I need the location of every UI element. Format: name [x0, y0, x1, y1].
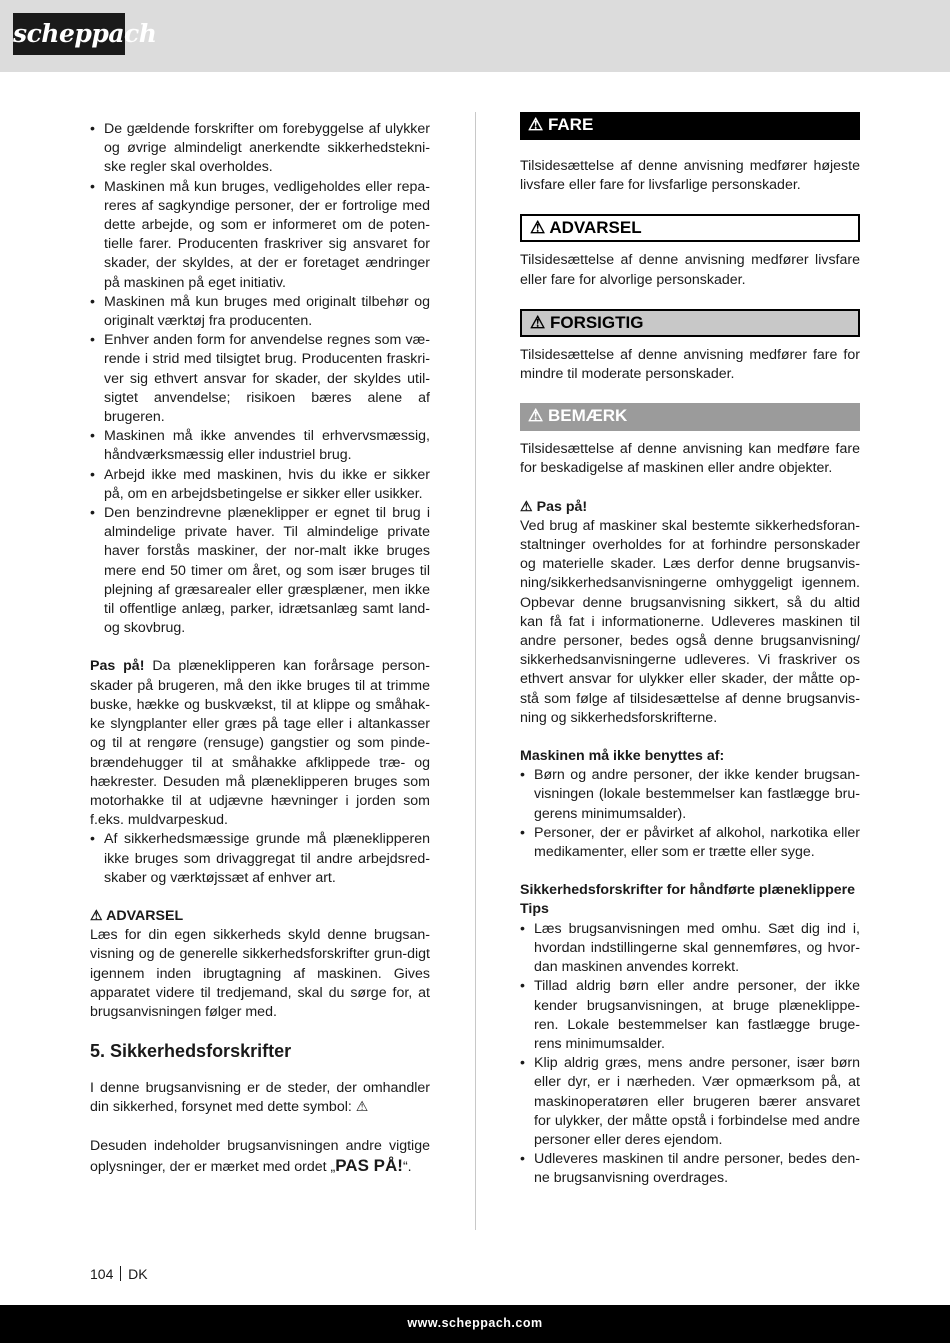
column-divider [475, 112, 476, 1230]
list-item: • Af sikkerhedsmæssige grunde må plæneklipperen ikke bruges som drivaggregat til andre arbejdsred-skaber og værktøjssæt af enhver art. [90, 830, 430, 888]
section-paragraph-2 [90, 1137, 430, 1177]
forsigtig-text: Tilsidesættelse af denne anvisning medfører fare for mindre til moderate personskader. [520, 346, 860, 383]
pas-paa-text: Da plæneklipperen kan forårsage person-skader på brugeren, må den ikke bruges til at trimme buske, hække og buskvækst, til at klippe og småhak-ke slyngplanter eller græs på tage eller i altankasser og til at rengøre (rensuge) gangstier og som pinde-brændehugger til at småhakke afklippede træ- og hækrester. Desuden må plæneklipperen bruges som motorhakke til at udjævne hævninger i jorden som f.eks. muldvarpeskud. [90, 658, 431, 829]
advarsel-heading: ⚠ ADVARSEL [90, 907, 184, 924]
fare-box: ⚠ FARE [520, 112, 860, 140]
list-item: • Maskinen må kun bruges, vedligeholdes eller repa-reres af sagkyndige personer, der er fortrolige med dette arbejde, og som er informeret om de poten-tielle farer. Producenten fraskriver sig ansvaret for skader, der skyldes, at der er foretaget ændringer på maskinen på eget initiativ. [90, 178, 430, 293]
page-number [90, 1265, 148, 1283]
section-paragraph-2-text: Desuden indeholder brugsanvisningen andre vigtige oplysninger, der er mærket med ordet „ [90, 1137, 430, 1175]
ikke-benyttes-heading: Maskinen må ikke benyttes af: [520, 748, 725, 765]
language-code: DK [128, 1266, 148, 1282]
section-paragraph-1: I denne brugsanvisning er de steder, der omhandler din sikkerhed, forsynet med dette symbol: ⚠ [90, 1080, 430, 1116]
tips-heading: Tips [520, 901, 549, 918]
page-number-value: 104 [90, 1266, 114, 1282]
advarsel-text: Tilsidesættelse af denne anvisning medfører livsfare eller fare for alvorlige personskader. [520, 252, 860, 288]
header-bar [0, 0, 950, 72]
tips-list [520, 920, 860, 1189]
bemaerk-text: Tilsidesættelse af denne anvisning kan medføre fare for beskadigelse af maskinen eller andre objekter. [520, 441, 860, 477]
list-item: • Børn og andre personer, der ikke kender brugsan-visningen (lokale bestemmelser kan fastlægge bru-gerens minimumsalder). [520, 766, 860, 824]
pas-paa-paragraph [90, 657, 430, 830]
left-column [90, 120, 430, 1177]
drive-rules-list [90, 830, 430, 888]
list-item: • Den benzindrevne plæneklipper er egnet til brug i almindelige private haver. Til almindelige private haver forstås maskiner, der nor-malt ikke bruges mere end 50 timer om året, og som især bruges til plejning af græsarealer eller græsplæner, men ikke til offentlige anlæg, parker, idrætsanlæg samt land- og skovbrug. [90, 504, 430, 638]
page-separator [120, 1266, 121, 1281]
list-item: • Maskinen må ikke anvendes til erhvervsmæssig, håndværksmæssig eller industriel brug. [90, 427, 430, 465]
right-column [520, 112, 860, 1189]
list-item: • Arbejd ikke med maskinen, hvis du ikke er sikker på, om en arbejdsbetingelse er sikker eller usikker. [90, 466, 430, 504]
advarsel-box: ⚠ ADVARSEL [520, 214, 860, 242]
fare-text: Tilsidesættelse af denne anvisning medfører højeste livsfare eller fare for livsfarlige personskader. [520, 158, 860, 194]
general-rules-list [90, 120, 430, 638]
section-title: 5. Sikkerhedsforskrifter [90, 1041, 292, 1062]
list-item: • Personer, der er påvirket af alkohol, narkotika eller medikamenter, eller som er trætte eller syge. [520, 824, 860, 862]
list-item: • Maskinen må kun bruges med originalt tilbehør og originalt værktøj fra producenten. [90, 293, 430, 331]
forsigtig-box: ⚠ FORSIGTIG [520, 309, 860, 337]
pas-paa-label: Pas på! [90, 658, 145, 675]
ikke-benyttes-list [520, 766, 860, 862]
list-item: • Enhver anden form for anvendelse regnes som væ-rende i strid med tilsigtet brug. Producenten fraskri-ver sig ethvert ansvar for skader, der skyldes util-sigtet anvendelse; risikoen bæres alene af brugeren. [90, 331, 430, 427]
footer-bar [0, 1305, 950, 1343]
list-item: • Tillad aldrig børn eller andre personer, der ikke kender brugsanvisningen, at bruge plæneklippe-ren. Lokale bestemmelser kan fastlægge bruge-rens minimumsalder. [520, 977, 860, 1054]
pas-paa-heading: ⚠ Pas på! [520, 498, 588, 515]
list-item: • Læs brugsanvisningen med omhu. Sæt dig ind i, hvordan indstillingerne skal gennemføres, og hvor-dan maskinen anvendes korrekt. [520, 920, 860, 978]
advarsel-text: Læs for din egen sikkerheds skyld denne brugsan-visning og de generelle sikkerhedsforskrifter grun-digt igennem inden ibrugtagning af maskinen. Gives apparatet videre til tredjemand, skal du sørge for, at brugsanvisningen følger med. [90, 927, 430, 1020]
haandfoerte-heading: Sikkerhedsforskrifter for håndførte plæneklippere [520, 882, 856, 899]
scheppach-logo: scheppach [13, 13, 125, 55]
website-link[interactable]: www.scheppach.com [407, 1316, 543, 1330]
list-item: • De gældende forskrifter om forebyggelse af ulykker og øvrige almindeligt anerkendte sikkerhedstekni-ske regler skal overholdes. [90, 120, 430, 178]
bemaerk-box: ⚠ BEMÆRK [520, 403, 860, 431]
pas-paa-word: PAS PÅ! [335, 1155, 403, 1175]
list-item: • Klip aldrig græs, mens andre personer, især børn eller dyr, er i nærheden. Vær opmærksom på, at maskinoperatøren eller brugeren bærer ansvaret for ulykker, der måtte opstå i forbindelse med andre personer eller deres ejendom. [520, 1054, 860, 1150]
section-paragraph-2-end: “. [402, 1158, 412, 1175]
list-item: • Udleveres maskinen til andre personer, bedes den-ne brugsanvisning overdrages. [520, 1150, 860, 1188]
pas-paa-text: Ved brug af maskiner skal bestemte sikkerhedsforan-staltninger overholdes for at forhindre personskader og materielle skader. Læs derfor denne brugsanvis-ning/sikkerhedsanvisningerne omhyggeligt igennem. Opbevar denne brugsanvisning sikkert, så du altid kan få fat i informationerne. Udleveres maskinen til andre personer, bedes også denne brugsanvisning/ sikkerhedsanvisningerne udleveres. Vi fraskriver os ethvert ansvar for ulykker eller skader, der måtte op-stå som følge af tilsidesættelse af denne brugsanvis-ning og sikkerhedsforskrifterne. [520, 517, 860, 726]
